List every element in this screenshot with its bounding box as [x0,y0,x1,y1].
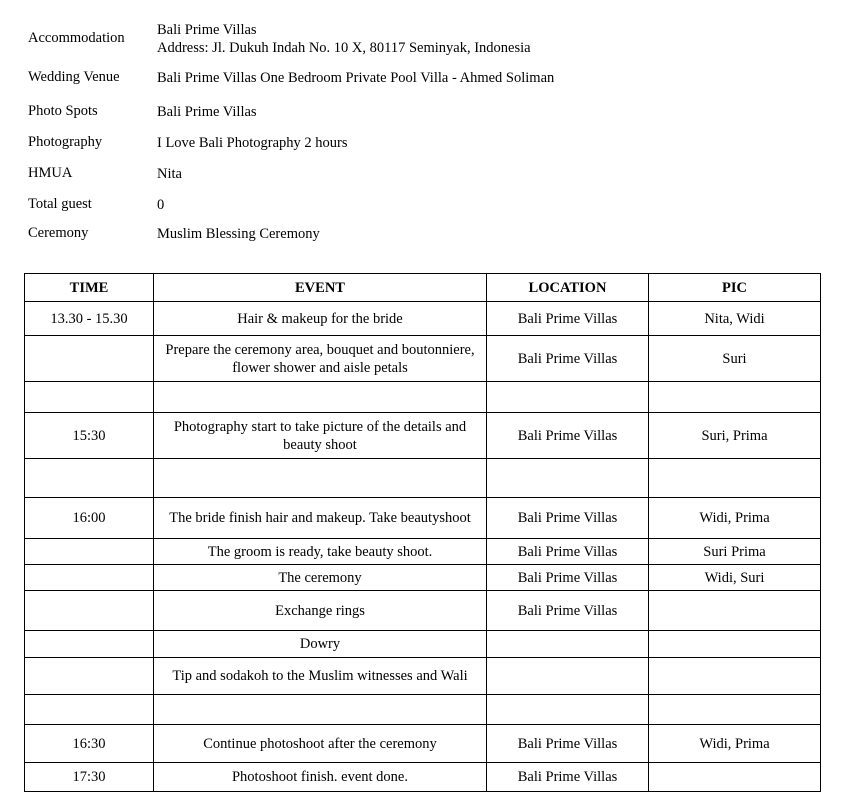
table-row [25,336,821,382]
cell-pic: Suri Prima [649,539,821,565]
table-header-row [25,274,821,302]
header-event: EVENT [154,274,487,302]
detail-label: Total guest [28,196,92,212]
cell-pic: Widi, Suri [649,565,821,591]
cell-event: Prepare the ceremony area, bouquet and boutonniere, flower shower and aisle petals [154,336,487,382]
cell-time: 15:30 [25,413,154,459]
detail-label: Wedding Venue [28,69,120,85]
cell-event: Hair & makeup for the bride [154,302,487,336]
table-row [25,591,821,631]
cell-location [487,631,649,658]
table-row [25,695,821,725]
schedule-table [24,273,821,792]
header-time: TIME [25,274,154,302]
cell-location: Bali Prime Villas [487,413,649,459]
cell-pic [649,631,821,658]
detail-label: HMUA [28,165,73,181]
table-row [25,725,821,763]
cell-location: Bali Prime Villas [487,591,649,631]
cell-location: Bali Prime Villas [487,565,649,591]
cell-time [25,382,154,413]
cell-event: Dowry [154,631,487,658]
cell-location [487,695,649,725]
cell-time [25,658,154,695]
cell-location: Bali Prime Villas [487,539,649,565]
cell-location [487,382,649,413]
detail-value: Bali Prime Villas One Bedroom Private Pool Villa - Ahmed Soliman [157,70,555,86]
cell-pic: Widi, Prima [649,725,821,763]
header-location: LOCATION [487,274,649,302]
cell-time [25,565,154,591]
cell-time: 16:30 [25,725,154,763]
detail-value-address: Address: Jl. Dukuh Indah No. 10 X, 80117 Seminyak, Indonesia [157,40,531,56]
detail-value: Nita [157,166,182,182]
cell-pic: Nita, Widi [649,302,821,336]
detail-value: 0 [157,197,165,213]
cell-time [25,336,154,382]
cell-event: The bride finish hair and makeup. Take beautyshoot [154,498,487,539]
cell-pic [649,591,821,631]
cell-location: Bali Prime Villas [487,725,649,763]
cell-event: Photography start to take picture of the details and beauty shoot [154,413,487,459]
detail-label: Accommodation [28,30,125,46]
table-row [25,498,821,539]
cell-pic [649,382,821,413]
cell-pic: Suri, Prima [649,413,821,459]
table-row [25,631,821,658]
cell-event [154,695,487,725]
cell-pic: Widi, Prima [649,498,821,539]
cell-time [25,631,154,658]
table-row [25,658,821,695]
cell-time: 13.30 - 15.30 [25,302,154,336]
cell-location: Bali Prime Villas [487,336,649,382]
cell-event [154,382,487,413]
cell-pic: Suri [649,336,821,382]
cell-event: The ceremony [154,565,487,591]
detail-value: Muslim Blessing Ceremony [157,226,320,242]
table-row [25,763,821,792]
cell-time [25,591,154,631]
cell-event: Continue photoshoot after the ceremony [154,725,487,763]
detail-label: Photography [28,134,103,150]
cell-time: 17:30 [25,763,154,792]
cell-location: Bali Prime Villas [487,498,649,539]
detail-value: Bali Prime Villas [157,22,257,38]
cell-event: Photoshoot finish. event done. [154,763,487,792]
table-row [25,413,821,459]
cell-location [487,658,649,695]
table-row [25,459,821,498]
cell-event: Tip and sodakoh to the Muslim witnesses and Wali [154,658,487,695]
detail-label: Photo Spots [28,103,98,119]
cell-event [154,459,487,498]
cell-time: 16:00 [25,498,154,539]
detail-value: I Love Bali Photography 2 hours [157,135,348,151]
cell-pic [649,459,821,498]
cell-location: Bali Prime Villas [487,302,649,336]
detail-value: Bali Prime Villas [157,104,257,120]
cell-time [25,539,154,565]
cell-pic [649,763,821,792]
table-row [25,565,821,591]
cell-pic [649,695,821,725]
table-row [25,539,821,565]
cell-time [25,695,154,725]
table-row [25,382,821,413]
table-row [25,302,821,336]
cell-time [25,459,154,498]
detail-label: Ceremony [28,225,89,241]
cell-pic [649,658,821,695]
cell-location [487,459,649,498]
cell-event: The groom is ready, take beauty shoot. [154,539,487,565]
cell-location: Bali Prime Villas [487,763,649,792]
cell-event: Exchange rings [154,591,487,631]
header-pic: PIC [649,274,821,302]
